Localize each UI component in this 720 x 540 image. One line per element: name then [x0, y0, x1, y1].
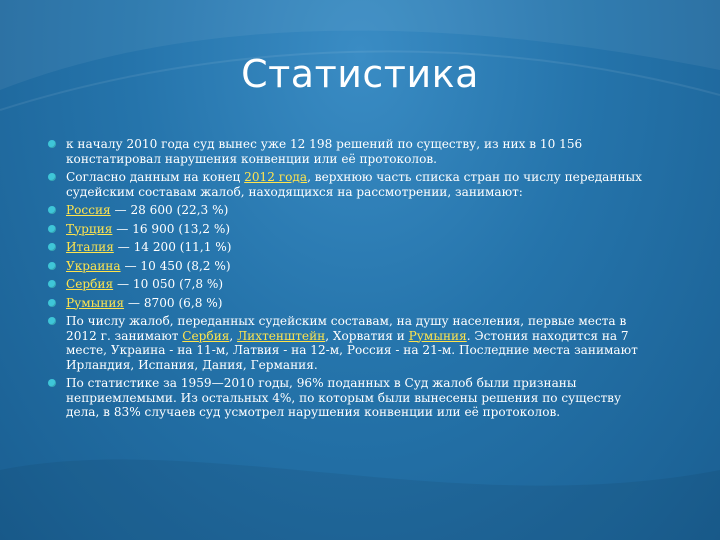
- hyperlink[interactable]: Румыния: [408, 328, 467, 343]
- item-text: По статистике за 1959—2010 годы, 96% поданных в Суд жалоб были признаны неприемлемыми. Из остальных 4%, по которым были вынесены решения по существу дела, в 83% случаев суд усмотрел нарушения конвенции или её протоколов.: [66, 376, 622, 419]
- item-text: , верхнюю часть списка стран по числу переданных судейским составам жалоб, находящихся на рассмотрении, занимают:: [66, 170, 642, 199]
- list-item: [48, 170, 648, 199]
- hyperlink[interactable]: Украина: [66, 258, 121, 273]
- list-item: [48, 203, 648, 218]
- bullet-icon: [48, 225, 56, 233]
- list-item: [48, 137, 648, 166]
- hyperlink[interactable]: 2012 года: [244, 170, 308, 184]
- item-text: — 10 450 (8,2 %): [120, 258, 231, 273]
- hyperlink[interactable]: Лихтенштейн: [237, 328, 326, 343]
- slide-title: Статистика: [241, 52, 479, 96]
- list-item: [48, 314, 648, 372]
- bullet-list: [48, 137, 648, 420]
- list-item: [48, 259, 648, 274]
- hyperlink[interactable]: Румыния: [66, 295, 125, 310]
- bullet-icon: [48, 299, 56, 307]
- bullet-icon: [48, 262, 56, 270]
- hyperlink[interactable]: Сербия: [66, 277, 114, 291]
- item-text: По числу жалоб, переданных судейским составам, на душу населения, первые места в 2012 г. занимают: [66, 314, 627, 343]
- hyperlink[interactable]: Турция: [66, 221, 113, 236]
- slide-content: [48, 137, 648, 424]
- bullet-icon: [48, 206, 56, 214]
- item-text: — 8700 (6,8 %): [124, 295, 223, 310]
- item-text: — 28 600 (22,3 %): [110, 203, 229, 217]
- item-text: — 16 900 (13,2 %): [112, 221, 231, 236]
- bullet-icon: [48, 243, 56, 251]
- item-text: к началу 2010 года суд вынес уже 12 198 решений по существу, из них в 10 156 констатировал нарушения конвенции или её протоколов.: [66, 137, 583, 166]
- item-text: , Хорватия и: [325, 328, 409, 343]
- list-item: [48, 376, 648, 420]
- hyperlink[interactable]: Россия: [66, 203, 111, 217]
- list-item: [48, 222, 648, 237]
- bullet-icon: [48, 280, 56, 288]
- list-item: [48, 240, 648, 255]
- list-item: [48, 277, 648, 292]
- hyperlink[interactable]: Италия: [66, 240, 114, 254]
- item-text: ,: [229, 328, 238, 343]
- item-text: — 10 050 (7,8 %): [113, 277, 224, 291]
- hyperlink[interactable]: Сербия: [182, 328, 230, 343]
- bullet-icon: [48, 317, 56, 325]
- list-item: [48, 296, 648, 311]
- item-text: . Эстония находится на 7 месте, Украина - на 11-м, Латвия - на 12-м, Россия - на 21-м. Последние места занимают Ирландия, Испания, Дания, Германия.: [66, 328, 638, 372]
- item-text: — 14 200 (11,1 %): [113, 240, 232, 254]
- bullet-icon: [48, 173, 56, 181]
- bullet-icon: [48, 379, 56, 387]
- bullet-icon: [48, 140, 56, 148]
- item-text: Согласно данным на конец: [66, 170, 245, 184]
